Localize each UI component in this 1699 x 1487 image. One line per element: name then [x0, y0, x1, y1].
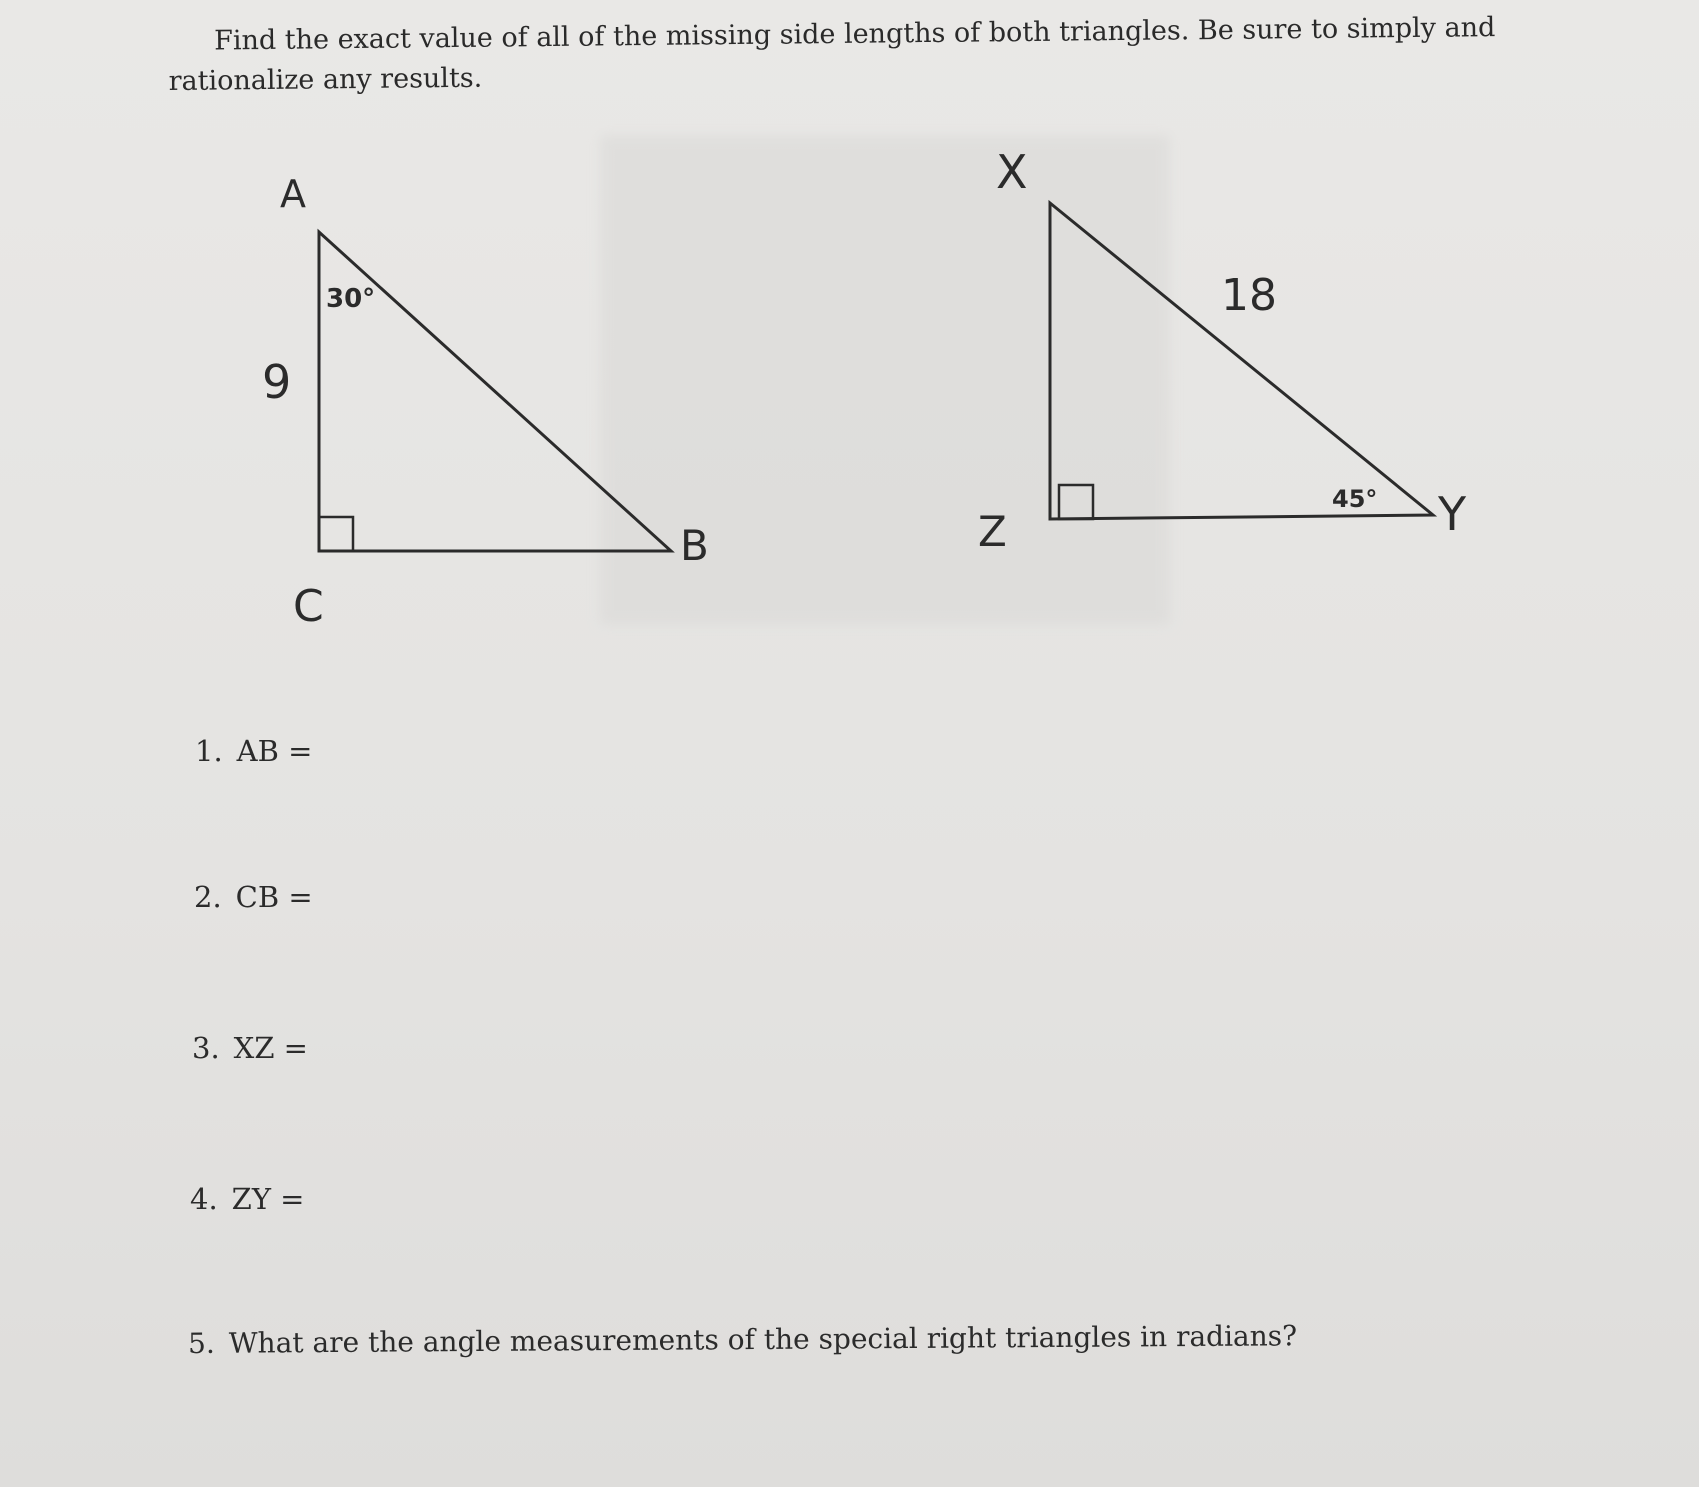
angle-a-label: 30° — [326, 284, 376, 314]
question-4 — [190, 1182, 304, 1216]
question-number: 1. — [195, 734, 223, 768]
right-angle-mark-z — [1059, 485, 1093, 519]
question-number: 2. — [194, 880, 222, 914]
vertex-b-label: B — [680, 521, 709, 570]
vertex-y-label: Y — [1438, 487, 1467, 541]
question-text: What are the angle measurements of the special right triangles in radians? — [228, 1319, 1298, 1360]
triangle-abc — [262, 172, 709, 632]
vertex-c-label: C — [293, 581, 324, 632]
instructions-text: Find the exact value of all of the missing side lengths of both triangles. Be sure to simply and rationalize any results. — [168, 12, 1496, 97]
right-angle-mark-c — [319, 517, 353, 551]
question-2 — [194, 880, 313, 914]
question-text: XZ = — [233, 1031, 308, 1065]
triangle-xyz — [978, 145, 1467, 556]
question-3 — [192, 1031, 308, 1065]
triangle-xyz-outline — [1050, 203, 1433, 519]
side-xy-length-label: 18 — [1221, 270, 1277, 321]
question-number: 4. — [190, 1182, 218, 1216]
triangle-abc-outline — [319, 232, 671, 551]
question-number: 3. — [192, 1031, 220, 1065]
question-1 — [195, 734, 312, 768]
vertex-a-label: A — [280, 172, 306, 216]
side-ac-length-label: 9 — [262, 355, 292, 409]
vertex-x-label: X — [996, 145, 1028, 199]
question-number: 5. — [188, 1326, 215, 1360]
vertex-z-label: Z — [978, 507, 1007, 556]
angle-y-label: 45° — [1332, 485, 1378, 513]
question-text: ZY = — [231, 1182, 305, 1216]
question-text: CB = — [235, 880, 313, 914]
question-text: AB = — [236, 734, 313, 768]
